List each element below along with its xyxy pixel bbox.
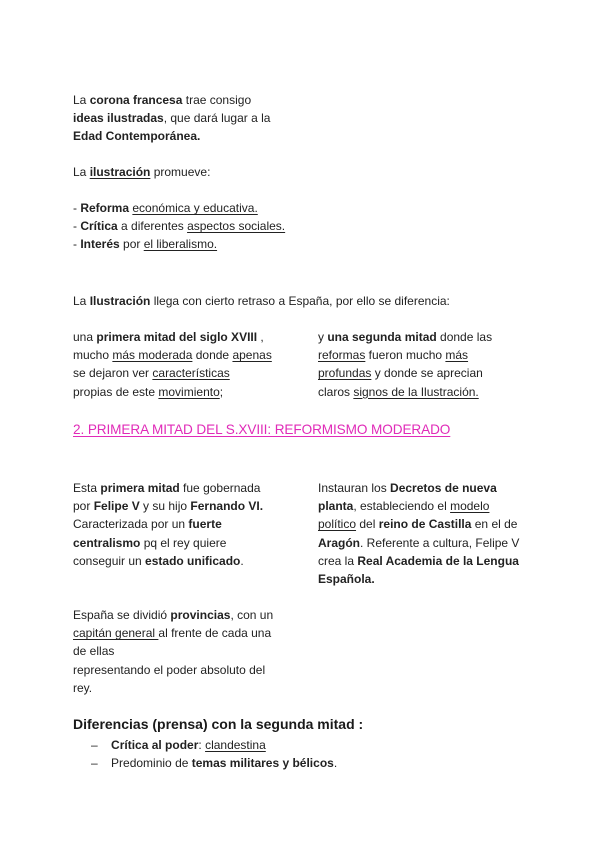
list-item: – Predominio de temas militares y bélicos. xyxy=(91,756,338,770)
provincias-paragraph: España se dividió provincias, con un capitán general al frente de cada una de ellas representando el poder absoluto del rey. xyxy=(73,608,274,695)
llega-line: La Ilustración llega con cierto retraso a España, por ello se diferencia: xyxy=(73,294,450,308)
promueve-line: La ilustración promueve: xyxy=(73,165,211,179)
promueve-list xyxy=(73,199,285,254)
left-column-first-half: una primera mitad del siglo XVIII , mucho más moderada donde apenas se dejaron ver características propias de este movimiento; xyxy=(73,330,272,399)
list-item: - Reforma económica y educativa. xyxy=(73,201,258,215)
section-heading: 2. PRIMERA MITAD DEL S.XVIII: REFORMISMO MODERADO xyxy=(73,422,451,437)
right-column-decrees: Instauran los Decretos de nueva planta, estableciendo el modelo político del reino de Castilla en el de Aragón. Referente a cultura, Felipe V crea la Real Academia de la Lengua Española. xyxy=(318,481,520,587)
list-item: - Interés por el liberalismo. xyxy=(73,237,218,252)
intro-line-3: Edad Contemporánea. xyxy=(73,129,201,144)
intro-line-1: La corona francesa trae consigo xyxy=(73,93,252,107)
list-item: - Crítica a diferentes aspectos sociales. xyxy=(73,219,286,234)
diferencias-title: Diferencias (prensa) con la segunda mitad : xyxy=(73,716,364,732)
intro-line-2: ideas ilustradas, que dará lugar a la xyxy=(73,111,271,126)
right-column-second-half: y una segunda mitad donde las reformas fueron mucho más profundas y donde se aprecian claros signos de la Ilustración. xyxy=(318,330,493,399)
list-item: – Crítica al poder: clandestina xyxy=(91,738,266,752)
intro-paragraph xyxy=(73,91,270,146)
left-column-reign: Esta primera mitad fue gobernada por Felipe V y su hijo Fernando VI. Caracterizada por un fuerte centralismo pq el rey quiere conseguir un estado unificado. xyxy=(73,481,264,568)
